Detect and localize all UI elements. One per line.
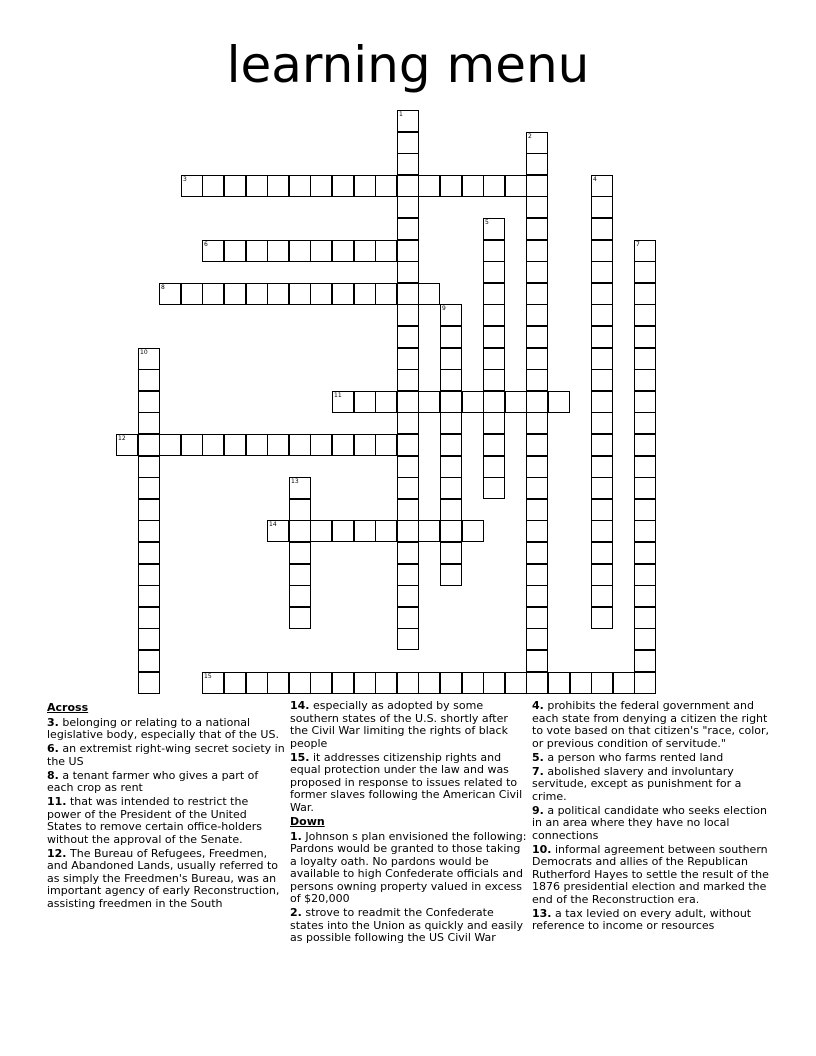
crossword-cell[interactable] bbox=[202, 434, 224, 456]
crossword-cell[interactable] bbox=[483, 283, 505, 305]
crossword-cell[interactable] bbox=[246, 175, 268, 197]
crossword-cell[interactable] bbox=[375, 520, 397, 542]
crossword-cell[interactable] bbox=[375, 391, 397, 413]
crossword-cell[interactable] bbox=[332, 283, 354, 305]
crossword-cell[interactable] bbox=[634, 672, 656, 694]
across-clue-list bbox=[47, 717, 285, 911]
clue-text: strove to readmit the Confederate states into the Union as quickly and easily as possible following the US Civil War bbox=[290, 906, 523, 944]
crossword-cell[interactable] bbox=[138, 672, 160, 694]
crossword-cell[interactable] bbox=[591, 564, 613, 586]
crossword-cell[interactable] bbox=[375, 175, 397, 197]
clue-number: 5. bbox=[532, 750, 544, 764]
crossword-cell[interactable] bbox=[397, 477, 419, 499]
crossword-cell[interactable] bbox=[138, 607, 160, 629]
crossword-cell[interactable] bbox=[591, 261, 613, 283]
clue-text: that was intended to restrict the power of the President of the United States to remove certain office-holders without the approval of the Senate. bbox=[47, 795, 262, 846]
crossword-cell[interactable] bbox=[397, 607, 419, 629]
crossword-cell[interactable] bbox=[397, 132, 419, 154]
crossword-cell[interactable] bbox=[289, 477, 311, 499]
crossword-cell[interactable] bbox=[289, 607, 311, 629]
crossword-cell[interactable] bbox=[440, 326, 462, 348]
clue-text: an extremist right-wing secret society in the US bbox=[47, 742, 285, 768]
crossword-cell[interactable] bbox=[634, 585, 656, 607]
across-clue bbox=[47, 770, 285, 795]
crossword-cell[interactable] bbox=[440, 348, 462, 370]
crossword-cell[interactable] bbox=[526, 348, 548, 370]
cell-number: 9 bbox=[442, 305, 446, 312]
clue-number: 10. bbox=[532, 842, 552, 856]
crossword-cell[interactable] bbox=[310, 175, 332, 197]
crossword-cell[interactable] bbox=[246, 283, 268, 305]
clue-number: 6. bbox=[47, 742, 59, 755]
clue-number: 9. bbox=[532, 803, 544, 817]
crossword-cell[interactable] bbox=[375, 672, 397, 694]
crossword-cell[interactable] bbox=[526, 261, 548, 283]
cell-number: 4 bbox=[593, 176, 597, 183]
crossword-cell[interactable] bbox=[483, 477, 505, 499]
crossword-cell[interactable] bbox=[591, 369, 613, 391]
crossword-cell[interactable] bbox=[591, 434, 613, 456]
down-clue bbox=[532, 700, 770, 750]
clue-number: 1. bbox=[290, 829, 302, 843]
down-clue bbox=[290, 831, 528, 906]
crossword-cell[interactable] bbox=[397, 175, 419, 197]
crossword-cell[interactable] bbox=[397, 369, 419, 391]
crossword-cell[interactable] bbox=[526, 585, 548, 607]
crossword-cell[interactable] bbox=[397, 585, 419, 607]
crossword-cell[interactable] bbox=[202, 175, 224, 197]
crossword-cell[interactable] bbox=[397, 412, 419, 434]
crossword-cell[interactable] bbox=[483, 348, 505, 370]
crossword-cell[interactable] bbox=[634, 477, 656, 499]
clue-number: 14. bbox=[290, 699, 310, 712]
crossword-cell[interactable] bbox=[397, 434, 419, 456]
crossword-cell[interactable] bbox=[591, 304, 613, 326]
crossword-cell[interactable] bbox=[440, 672, 462, 694]
crossword-cell[interactable] bbox=[181, 283, 203, 305]
crossword-cell[interactable] bbox=[634, 542, 656, 564]
crossword-cell[interactable] bbox=[267, 175, 289, 197]
crossword-cell[interactable] bbox=[526, 564, 548, 586]
crossword-cell[interactable] bbox=[440, 542, 462, 564]
down-clue-list bbox=[290, 831, 528, 945]
crossword-cell[interactable] bbox=[483, 175, 505, 197]
clue-text: Johnson s plan envisioned the following: Pardons would be granted to those taking a loyalty oath. No pardons would be available to high Confederate officials and persons owning property valued in excess of $20,000 bbox=[290, 829, 527, 905]
crossword-cell[interactable] bbox=[181, 175, 203, 197]
crossword-cell[interactable] bbox=[591, 520, 613, 542]
crossword-cell[interactable] bbox=[505, 672, 527, 694]
crossword-cell[interactable] bbox=[267, 240, 289, 262]
crossword-cell[interactable] bbox=[526, 477, 548, 499]
crossword-cell[interactable] bbox=[397, 110, 419, 132]
crossword-cell[interactable] bbox=[289, 672, 311, 694]
crossword-cell[interactable] bbox=[591, 391, 613, 413]
crossword-cell[interactable] bbox=[267, 434, 289, 456]
crossword-cell[interactable] bbox=[483, 240, 505, 262]
crossword-cell[interactable] bbox=[440, 175, 462, 197]
crossword-cell[interactable] bbox=[418, 175, 440, 197]
crossword-cell[interactable] bbox=[138, 391, 160, 413]
crossword-cell[interactable] bbox=[483, 391, 505, 413]
crossword-cell[interactable] bbox=[526, 650, 548, 672]
crossword-cell[interactable] bbox=[397, 153, 419, 175]
crossword-cell[interactable] bbox=[591, 326, 613, 348]
crossword-cell[interactable] bbox=[159, 283, 181, 305]
crossword-cell[interactable] bbox=[591, 240, 613, 262]
crossword-cell[interactable] bbox=[440, 520, 462, 542]
down-clue bbox=[532, 844, 770, 907]
clue-text: informal agreement between southern Democrats and allies of the Republican Rutherford Hayes to settle the result of the 1876 presidential election and marked the end of the Reconstruction era. bbox=[532, 842, 769, 906]
crossword-cell[interactable] bbox=[375, 240, 397, 262]
crossword-cell[interactable] bbox=[483, 456, 505, 478]
clue-text: belonging or relating to a national legislative body, especially that of the US. bbox=[47, 715, 279, 741]
crossword-cell[interactable] bbox=[354, 175, 376, 197]
crossword-cell[interactable] bbox=[440, 477, 462, 499]
cell-number: 2 bbox=[528, 133, 532, 140]
across-heading: Across bbox=[47, 701, 89, 714]
crossword-cell[interactable] bbox=[591, 456, 613, 478]
crossword-cell[interactable] bbox=[289, 542, 311, 564]
clue-number: 3. bbox=[47, 715, 59, 729]
clue-column-2 bbox=[290, 700, 528, 946]
crossword-cell[interactable] bbox=[634, 434, 656, 456]
clue-number: 2. bbox=[290, 906, 302, 919]
cell-number: 3 bbox=[183, 176, 187, 183]
across-clue bbox=[290, 700, 528, 750]
crossword-cell[interactable] bbox=[526, 456, 548, 478]
crossword-cell[interactable] bbox=[397, 261, 419, 283]
crossword-cell[interactable] bbox=[634, 240, 656, 262]
crossword-cell[interactable] bbox=[526, 672, 548, 694]
crossword-cell[interactable] bbox=[332, 175, 354, 197]
crossword-cell[interactable] bbox=[181, 434, 203, 456]
clue-text: it addresses citizenship rights and equal protection under the law and was proposed in response to issues related to former slaves following the American Civil War. bbox=[290, 750, 523, 814]
crossword-cell[interactable] bbox=[354, 434, 376, 456]
crossword-cell[interactable] bbox=[634, 348, 656, 370]
crossword-cell[interactable] bbox=[138, 412, 160, 434]
crossword-cell[interactable] bbox=[634, 628, 656, 650]
crossword-cell[interactable] bbox=[613, 672, 635, 694]
cell-number: 1 bbox=[399, 111, 403, 118]
down-clue bbox=[290, 907, 528, 945]
crossword-cell[interactable] bbox=[332, 240, 354, 262]
across-clue bbox=[47, 796, 285, 846]
crossword-cell[interactable] bbox=[332, 434, 354, 456]
crossword-cell[interactable] bbox=[310, 283, 332, 305]
crossword-cell[interactable] bbox=[202, 240, 224, 262]
crossword-cell[interactable] bbox=[526, 499, 548, 521]
crossword-cell[interactable] bbox=[591, 499, 613, 521]
crossword-cell[interactable] bbox=[332, 672, 354, 694]
crossword-cell[interactable] bbox=[483, 369, 505, 391]
crossword-cell[interactable] bbox=[418, 672, 440, 694]
crossword-cell[interactable] bbox=[526, 175, 548, 197]
crossword-cell[interactable] bbox=[440, 499, 462, 521]
crossword-cell[interactable] bbox=[634, 283, 656, 305]
crossword-cell[interactable] bbox=[418, 391, 440, 413]
crossword-cell[interactable] bbox=[462, 520, 484, 542]
crossword-cell[interactable] bbox=[375, 283, 397, 305]
crossword-cell[interactable] bbox=[634, 391, 656, 413]
crossword-cell[interactable] bbox=[591, 218, 613, 240]
across-clue bbox=[47, 717, 285, 742]
crossword-cell[interactable] bbox=[483, 261, 505, 283]
clue-text: a person who farms rented land bbox=[543, 750, 724, 764]
crossword-cell[interactable] bbox=[138, 369, 160, 391]
clue-text: especially as adopted by some southern states of the U.S. shortly after the Civil War limiting the rights of black people bbox=[290, 699, 508, 750]
crossword-cell[interactable] bbox=[289, 240, 311, 262]
crossword-cell[interactable] bbox=[591, 196, 613, 218]
crossword-cell[interactable] bbox=[634, 261, 656, 283]
crossword-cell[interactable] bbox=[440, 412, 462, 434]
crossword-cell[interactable] bbox=[440, 304, 462, 326]
crossword-cell[interactable] bbox=[289, 520, 311, 542]
clue-column-1 bbox=[47, 700, 285, 912]
crossword-cell[interactable] bbox=[202, 283, 224, 305]
crossword-cell[interactable] bbox=[397, 542, 419, 564]
crossword-cell[interactable] bbox=[397, 283, 419, 305]
crossword-cell[interactable] bbox=[526, 369, 548, 391]
crossword-cell[interactable] bbox=[418, 520, 440, 542]
crossword-cell[interactable] bbox=[526, 218, 548, 240]
across-clue bbox=[47, 848, 285, 911]
puzzle-title: learning menu bbox=[226, 36, 590, 94]
crossword-cell[interactable] bbox=[310, 520, 332, 542]
crossword-cell[interactable] bbox=[310, 240, 332, 262]
crossword-cell[interactable] bbox=[397, 240, 419, 262]
crossword-cell[interactable] bbox=[591, 348, 613, 370]
crossword-cell[interactable] bbox=[138, 520, 160, 542]
crossword-cell[interactable] bbox=[397, 348, 419, 370]
crossword-cell[interactable] bbox=[591, 672, 613, 694]
clue-text: a tenant farmer who gives a part of each crop as rent bbox=[47, 768, 259, 794]
across-clue bbox=[47, 743, 285, 768]
crossword-cell[interactable] bbox=[526, 153, 548, 175]
crossword-cell[interactable] bbox=[116, 434, 138, 456]
crossword-cell[interactable] bbox=[138, 628, 160, 650]
crossword-cell[interactable] bbox=[462, 175, 484, 197]
crossword-cell[interactable] bbox=[440, 564, 462, 586]
crossword-cell[interactable] bbox=[591, 607, 613, 629]
crossword-cell[interactable] bbox=[526, 542, 548, 564]
crossword-cell[interactable] bbox=[526, 607, 548, 629]
crossword-cell[interactable] bbox=[634, 520, 656, 542]
crossword-cell[interactable] bbox=[354, 391, 376, 413]
crossword-cell[interactable] bbox=[526, 132, 548, 154]
clue-number: 7. bbox=[532, 764, 544, 778]
crossword-cell[interactable] bbox=[138, 564, 160, 586]
crossword-cell[interactable] bbox=[526, 326, 548, 348]
crossword-cell[interactable] bbox=[397, 304, 419, 326]
crossword-cell[interactable] bbox=[289, 564, 311, 586]
crossword-cell[interactable] bbox=[224, 283, 246, 305]
crossword-cell[interactable] bbox=[397, 564, 419, 586]
crossword-cell[interactable] bbox=[246, 434, 268, 456]
crossword-cell[interactable] bbox=[440, 369, 462, 391]
crossword-cell[interactable] bbox=[526, 412, 548, 434]
clue-number: 8. bbox=[47, 768, 59, 782]
crossword-cell[interactable] bbox=[570, 672, 592, 694]
crossword-cell[interactable] bbox=[224, 672, 246, 694]
crossword-cell[interactable] bbox=[332, 520, 354, 542]
crossword-cell[interactable] bbox=[289, 283, 311, 305]
cell-number: 5 bbox=[485, 219, 489, 226]
crossword-cell[interactable] bbox=[526, 391, 548, 413]
clue-text: a political candidate who seeks election in an area where they have no local connections bbox=[532, 803, 767, 842]
clue-text: prohibits the federal government and each state from denying a citizen the right to vote based on that citizen's "race, color, or previous condition of servitude." bbox=[532, 699, 770, 750]
clue-text: a tax levied on every adult, without reference to income or resources bbox=[532, 906, 752, 932]
crossword-cell[interactable] bbox=[483, 326, 505, 348]
crossword-cell[interactable] bbox=[354, 240, 376, 262]
crossword-cell[interactable] bbox=[548, 391, 570, 413]
crossword-cell[interactable] bbox=[289, 499, 311, 521]
crossword-cell[interactable] bbox=[202, 672, 224, 694]
down-clue bbox=[532, 752, 770, 765]
crossword-cell[interactable] bbox=[483, 304, 505, 326]
crossword-cell[interactable] bbox=[397, 456, 419, 478]
crossword-cell[interactable] bbox=[397, 218, 419, 240]
crossword-cell[interactable] bbox=[526, 628, 548, 650]
crossword-cell[interactable] bbox=[310, 434, 332, 456]
crossword-cell[interactable] bbox=[634, 369, 656, 391]
crossword-cell[interactable] bbox=[634, 607, 656, 629]
clue-number: 15. bbox=[290, 750, 310, 764]
crossword-cell[interactable] bbox=[397, 326, 419, 348]
crossword-cell[interactable] bbox=[591, 477, 613, 499]
crossword-cell[interactable] bbox=[591, 412, 613, 434]
crossword-cell[interactable] bbox=[138, 542, 160, 564]
crossword-cell[interactable] bbox=[440, 456, 462, 478]
crossword-cell[interactable] bbox=[483, 412, 505, 434]
crossword-cell[interactable] bbox=[332, 391, 354, 413]
crossword-cell[interactable] bbox=[224, 175, 246, 197]
cell-number: 11 bbox=[334, 392, 342, 399]
crossword-cell[interactable] bbox=[462, 672, 484, 694]
crossword-cell[interactable] bbox=[375, 434, 397, 456]
crossword-cell[interactable] bbox=[634, 456, 656, 478]
crossword-cell[interactable] bbox=[289, 585, 311, 607]
crossword-cell[interactable] bbox=[526, 240, 548, 262]
down-heading: Down bbox=[290, 815, 325, 828]
crossword-cell[interactable] bbox=[526, 196, 548, 218]
crossword-cell[interactable] bbox=[138, 499, 160, 521]
crossword-cell[interactable] bbox=[634, 326, 656, 348]
crossword-cell[interactable] bbox=[246, 672, 268, 694]
crossword-cell[interactable] bbox=[591, 175, 613, 197]
cell-number: 8 bbox=[161, 284, 165, 291]
crossword-cell[interactable] bbox=[224, 434, 246, 456]
crossword-cell[interactable] bbox=[138, 585, 160, 607]
crossword-cell[interactable] bbox=[526, 434, 548, 456]
crossword-cell[interactable] bbox=[397, 628, 419, 650]
cell-number: 15 bbox=[204, 673, 212, 680]
crossword-cell[interactable] bbox=[505, 175, 527, 197]
crossword-cell[interactable] bbox=[440, 391, 462, 413]
clue-text: The Bureau of Refugees, Freedmen, and Abandoned Lands, usually referred to as simply the Freedmen's Bureau, was an important agency of early Reconstruction, assisting freedmen in the South bbox=[47, 846, 280, 910]
crossword-cell[interactable] bbox=[310, 672, 332, 694]
crossword-cell[interactable] bbox=[440, 434, 462, 456]
cell-number: 6 bbox=[204, 241, 208, 248]
crossword-cell[interactable] bbox=[591, 542, 613, 564]
crossword-cell[interactable] bbox=[634, 412, 656, 434]
crossword-cell[interactable] bbox=[138, 434, 160, 456]
down-clue-list-continued bbox=[532, 700, 770, 933]
crossword-cell[interactable] bbox=[138, 348, 160, 370]
crossword-cell[interactable] bbox=[634, 304, 656, 326]
crossword-cell[interactable] bbox=[634, 499, 656, 521]
cell-number: 13 bbox=[291, 478, 299, 485]
crossword-cell[interactable] bbox=[418, 283, 440, 305]
clue-number: 12. bbox=[47, 846, 67, 860]
crossword-cell[interactable] bbox=[267, 520, 289, 542]
crossword-cell[interactable] bbox=[397, 196, 419, 218]
down-clue bbox=[532, 908, 770, 933]
clue-number: 4. bbox=[532, 699, 544, 712]
clue-number: 13. bbox=[532, 906, 552, 920]
cell-number: 10 bbox=[140, 349, 148, 356]
crossword-cell[interactable] bbox=[483, 672, 505, 694]
clue-text: abolished slavery and involuntary servitude, except as punishment for a crime. bbox=[532, 764, 742, 803]
crossword-cell[interactable] bbox=[462, 391, 484, 413]
down-clue bbox=[532, 766, 770, 804]
crossword-cell[interactable] bbox=[159, 434, 181, 456]
crossword-cell[interactable] bbox=[138, 456, 160, 478]
crossword-cell[interactable] bbox=[267, 283, 289, 305]
crossword-cell[interactable] bbox=[354, 520, 376, 542]
crossword-cell[interactable] bbox=[526, 304, 548, 326]
across-clue bbox=[290, 752, 528, 815]
clue-column-3 bbox=[532, 700, 770, 934]
crossword-cell[interactable] bbox=[267, 672, 289, 694]
down-clue bbox=[532, 805, 770, 843]
cell-number: 12 bbox=[118, 435, 126, 442]
crossword-cell[interactable] bbox=[591, 585, 613, 607]
crossword-cell[interactable] bbox=[634, 650, 656, 672]
cell-number: 14 bbox=[269, 521, 277, 528]
crossword-cell[interactable] bbox=[526, 283, 548, 305]
across-clue-list-continued bbox=[290, 700, 528, 814]
crossword-cell[interactable] bbox=[354, 672, 376, 694]
crossword-cell[interactable] bbox=[548, 672, 570, 694]
crossword-cell[interactable] bbox=[634, 564, 656, 586]
crossword-cell[interactable] bbox=[483, 218, 505, 240]
crossword-cell[interactable] bbox=[397, 520, 419, 542]
crossword-cell[interactable] bbox=[505, 391, 527, 413]
crossword-cell[interactable] bbox=[397, 499, 419, 521]
crossword-cell[interactable] bbox=[138, 477, 160, 499]
crossword-cell[interactable] bbox=[354, 283, 376, 305]
crossword-cell[interactable] bbox=[397, 672, 419, 694]
crossword-cell[interactable] bbox=[289, 175, 311, 197]
cell-number: 7 bbox=[636, 241, 640, 248]
crossword-cell[interactable] bbox=[138, 650, 160, 672]
crossword-cell[interactable] bbox=[591, 283, 613, 305]
crossword-cell[interactable] bbox=[397, 391, 419, 413]
crossword-cell[interactable] bbox=[526, 520, 548, 542]
clue-number: 11. bbox=[47, 795, 67, 808]
crossword-cell[interactable] bbox=[289, 434, 311, 456]
crossword-cell[interactable] bbox=[246, 240, 268, 262]
crossword-cell[interactable] bbox=[224, 240, 246, 262]
crossword-cell[interactable] bbox=[483, 434, 505, 456]
